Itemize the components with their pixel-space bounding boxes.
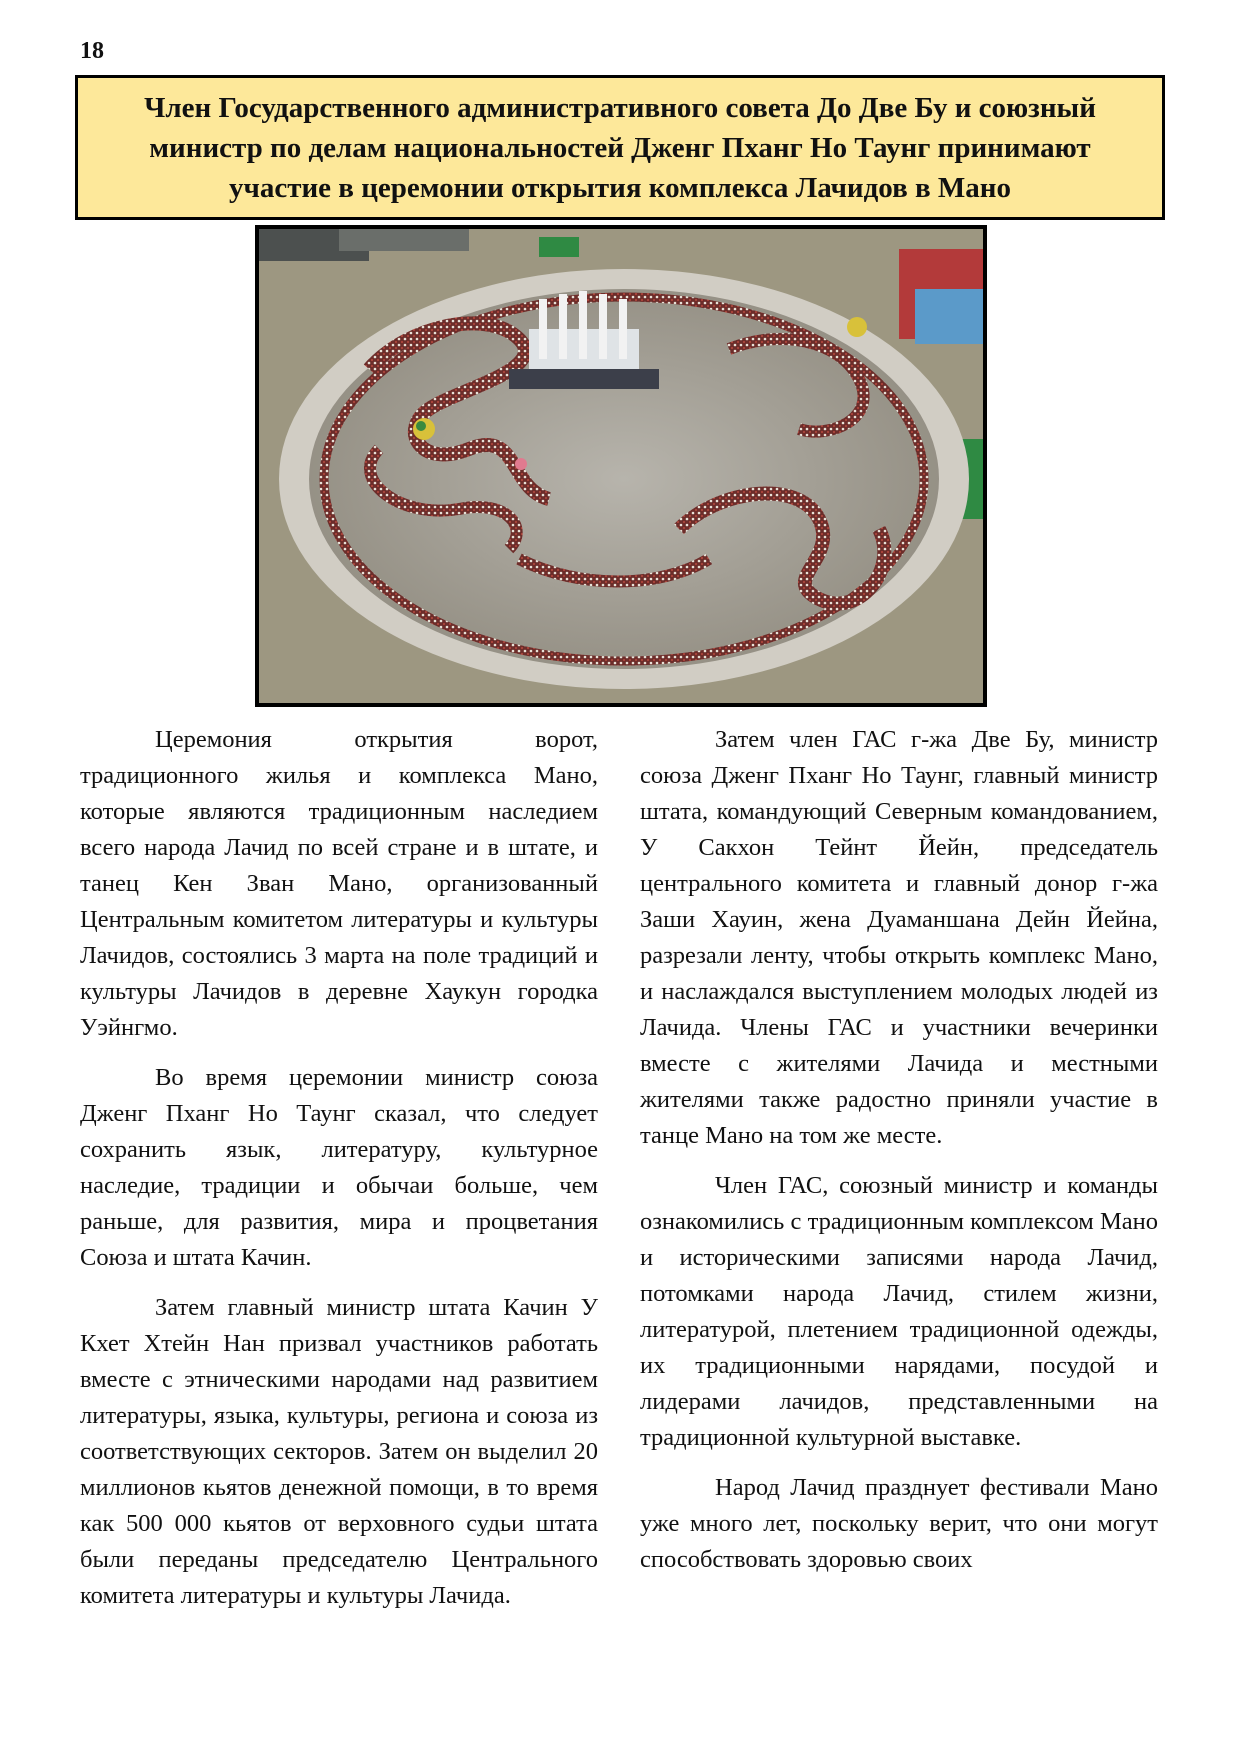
aerial-photo (255, 225, 987, 707)
headline: Член Государственного административного совета До Две Бу и союзный министр по делам национальностей Дженг Пханг Но Таунг принимают участие в церемонии открытия комплекса Лачидов в Мано (144, 91, 1096, 204)
text-column-right (640, 722, 1158, 1592)
paragraph: Во время церемонии министр союза Дженг Пханг Но Таунг сказал, что следует сохранить язык, литературу, культурное наследие, традиции и обычаи больше, чем раньше, для развития, мира и процветания Союза и штата Качин. (80, 1064, 598, 1271)
paragraph: Народ Лачид празднует фестивали Мано уже много лет, поскольку верит, что они могут способствовать здоровью своих (640, 1474, 1158, 1573)
paragraph: Затем главный министр штата Качин У Кхет Хтейн Нан призвал участников работать вместе с этническими народами над развитием литературы, языка, культуры, региона и союза из соответствующих секторов. Затем он выделил 20 миллионов кьятов денежной помощи, в то время как 500 000 кьятов от верховного судьи штата были переданы председателю Центрального комитета литературы и культуры Лачида. (80, 1294, 598, 1609)
paragraph: Затем член ГАС г-жа Две Бу, министр союза Дженг Пханг Но Таунг, главный министр штата, командующий Северным командованием, У Сакхон Тейнт Йейн, председатель центрального комитета и главный донор г-жа Заши Хауин, жена Дуаманшана Дейн Йейна, разрезали ленту, чтобы открыть комплекс Мано, и наслаждался выступлением молодых людей из Лачида. Члены ГАС и участники вечеринки вместе с жителями Лачида и местными жителями также радостно приняли участие в танце Мано на том же месте. (640, 726, 1158, 1149)
aerial-photo-icon (259, 229, 983, 703)
paragraph: Церемония открытия ворот, традиционного жилья и комплекса Мано, которые являются традиционным наследием всего народа Лачид по всей стране и в штате, и танец Кен Зван Мано, организованный Центральным комитетом литературы и культуры Лачидов, состоялись 3 марта на поле традиций и культуры Лачидов в деревне Хаукун городка Уэйнгмо. (80, 726, 598, 1041)
headline-box (75, 75, 1165, 220)
text-column-left (80, 722, 598, 1628)
page-number: 18 (80, 38, 104, 64)
paragraph: Член ГАС, союзный министр и команды ознакомились с традиционным комплексом Мано и историческими записями народа Лачид, потомками народа Лачид, стилем жизни, литературой, плетением традиционной одежды, их традиционными нарядами, посудой и лидерами лачидов, представленными на традиционной культурной выставке. (640, 1172, 1158, 1451)
